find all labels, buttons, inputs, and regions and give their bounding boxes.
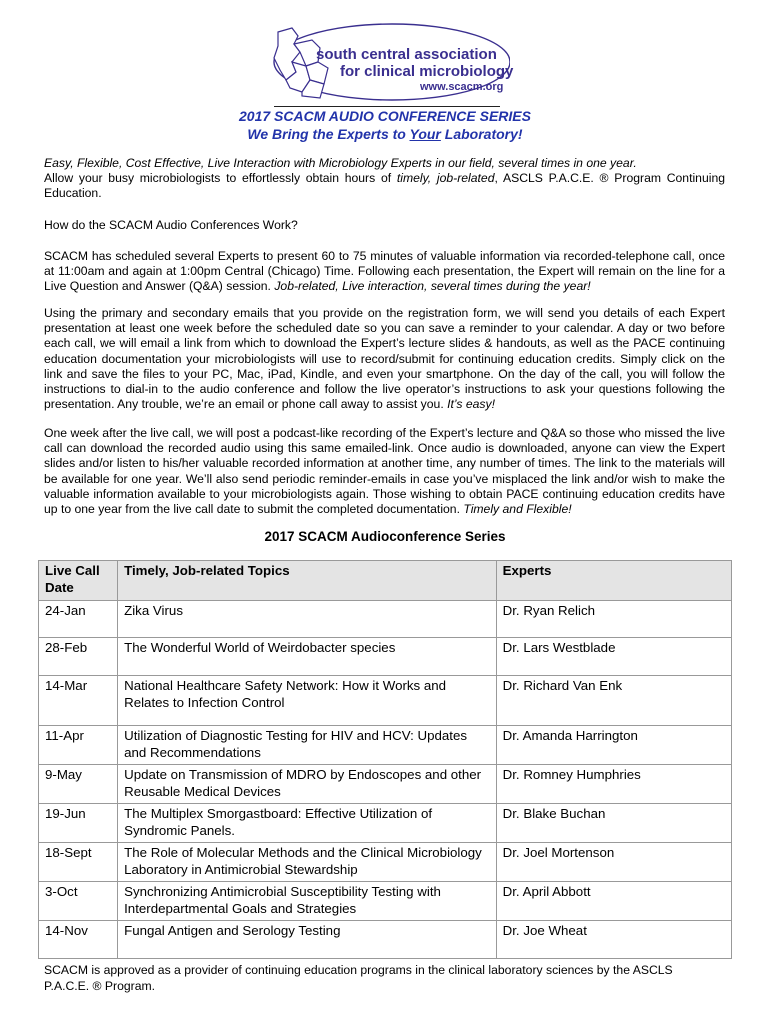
row-expert: Dr. Ryan Relich — [496, 601, 731, 638]
table-row — [39, 921, 732, 959]
row-topic: Utilization of Diagnostic Testing for HIV and HCV: Updates and Recommendations — [118, 726, 497, 765]
row-date: 11-Apr — [39, 726, 118, 765]
logo-text — [316, 46, 513, 94]
intro-line2-italic: timely, job-related — [396, 171, 495, 186]
row-expert: Dr. Lars Westblade — [496, 638, 731, 676]
paragraph-schedule — [44, 249, 725, 295]
row-topic: Synchronizing Antimicrobial Susceptibility Testing with Interdepartmental Goals and Strategies — [118, 882, 497, 921]
row-date: 28-Feb — [39, 638, 118, 676]
table-title: 2017 SCACM Audioconference Series — [264, 529, 506, 544]
row-topic: The Wonderful World of Weirdobacter species — [118, 638, 497, 676]
row-topic: The Role of Molecular Methods and the Clinical Microbiology Laboratory in Antimicrobial Stewardship — [118, 843, 497, 882]
row-date: 18-Sept — [39, 843, 118, 882]
title-divider — [274, 106, 500, 107]
paragraph-registration-italic: It’s easy! — [447, 397, 495, 412]
intro-line2-b: , ASCLS P.A.C.E. ® Program Continuing Education. — [44, 171, 726, 201]
paragraph-schedule-italic: Job-related, Live interaction, several times during the year! — [274, 279, 591, 294]
row-date: 14-Mar — [39, 676, 118, 726]
logo-org-line1: south central association — [316, 46, 497, 63]
row-date: 9-May — [39, 765, 118, 804]
header-date: Live Call Date — [39, 561, 118, 601]
intro-block — [44, 156, 725, 202]
paragraph-recording-italic: Timely and Flexible! — [463, 502, 572, 517]
row-expert: Dr. Amanda Harrington — [496, 726, 731, 765]
paragraph-recording — [44, 426, 725, 517]
row-expert: Dr. Richard Van Enk — [496, 676, 731, 726]
paragraph-registration — [44, 306, 725, 412]
header-expert: Experts — [496, 561, 731, 601]
paragraph-schedule-text: SCACM has scheduled several Experts to present 60 to 75 minutes of valuable information via recorded-telephone call, once at 11:00am and again at 1:00pm Central (Chicago) Time. Following each presentation, the Expert will remain on the line for a Live Question and Answer (Q&A) session. — [44, 249, 725, 294]
row-expert: Dr. Joe Wheat — [496, 921, 731, 959]
intro-line2 — [44, 171, 725, 201]
row-expert: Dr. Romney Humphries — [496, 765, 731, 804]
row-expert: Dr. Blake Buchan — [496, 804, 731, 843]
header-topic: Timely, Job-related Topics — [118, 561, 497, 601]
table-row — [39, 676, 732, 726]
row-date: 24-Jan — [39, 601, 118, 638]
row-topic: Zika Virus — [118, 601, 497, 638]
row-topic: Fungal Antigen and Serology Testing — [118, 921, 497, 959]
row-topic: The Multiplex Smorgastboard: Effective Utilization of Syndromic Panels. — [118, 804, 497, 843]
table-row — [39, 843, 732, 882]
subtitle-pre: We Bring the Experts to — [247, 126, 410, 142]
paragraph-recording-text: One week after the live call, we will post a podcast-like recording of the Expert’s lecture and Q&A so those who missed the live call can download the recorded audio using this same emailed-link. Once audio is downloaded, anyone can view the Expert slides and/or listen to his/her valuable recorded information at another time, any number of times. The link to the materials will be available for one year. We’ll also send periodic reminder-emails in case you’ve misplaced the link and/or wish to make the valuable information available to your microbiologists again. Those wishing to obtain PACE continuing education credits have up to one year from the live call date to submit the completed documentation. — [44, 426, 725, 517]
table-row — [39, 638, 732, 676]
table-row — [39, 804, 732, 843]
row-date: 14-Nov — [39, 921, 118, 959]
logo-org-line2: for clinical microbiology — [340, 63, 514, 80]
footer-note: SCACM is approved as a provider of continuing education programs in the clinical laboratory sciences by the ASCLS P.A.C.E. ® Program. — [44, 963, 673, 993]
subtitle-underlined: Your — [409, 126, 441, 142]
table-row — [39, 765, 732, 804]
schedule-table — [38, 560, 732, 959]
table-row — [39, 601, 732, 638]
intro-tagline: Easy, Flexible, Cost Effective, Live Interaction with Microbiology Experts in our field, several times in one year. — [44, 156, 637, 170]
logo-url: www.scacm.org — [420, 81, 504, 93]
page-title: 2017 SCACM AUDIO CONFERENCE SERIES — [239, 108, 531, 124]
table-row — [39, 726, 732, 765]
subtitle-post: Laboratory! — [440, 126, 523, 142]
table-row — [39, 882, 732, 921]
question-heading: How do the SCACM Audio Conferences Work? — [44, 218, 298, 232]
intro-line2-a: Allow your busy microbiologists to effortlessly obtain hours of — [44, 171, 397, 186]
row-expert: Dr. April Abbott — [496, 882, 731, 921]
row-date: 3-Oct — [39, 882, 118, 921]
row-topic: National Healthcare Safety Network: How it Works and Relates to Infection Control — [118, 676, 497, 726]
row-topic: Update on Transmission of MDRO by Endoscopes and other Reusable Medical Devices — [118, 765, 497, 804]
row-expert: Dr. Joel Mortenson — [496, 843, 731, 882]
row-date: 19-Jun — [39, 804, 118, 843]
page-subtitle — [0, 126, 770, 143]
table-header-row — [39, 561, 732, 601]
paragraph-registration-text: Using the primary and secondary emails that you provide on the registration form, we will send you details of each Expert presentation at least one week before the scheduled date so you can save a reminder to your calendar. A day or two before each call, we will email a link from which to download the Expert’s lecture slides & handouts, as well as the PACE continuing education documentation your microbiologists will use to record/submit for continuing education credits. Simply click on the link and save the files to your PC, Mac, iPad, Kindle, and even your smartphone. On the day of the call, you will follow the instructions to dial-in to the audio conference and follow the live operator’s instructions to ask your questions following the presentation. Any trouble, we’re an email or phone call away to assist you. — [44, 306, 725, 412]
